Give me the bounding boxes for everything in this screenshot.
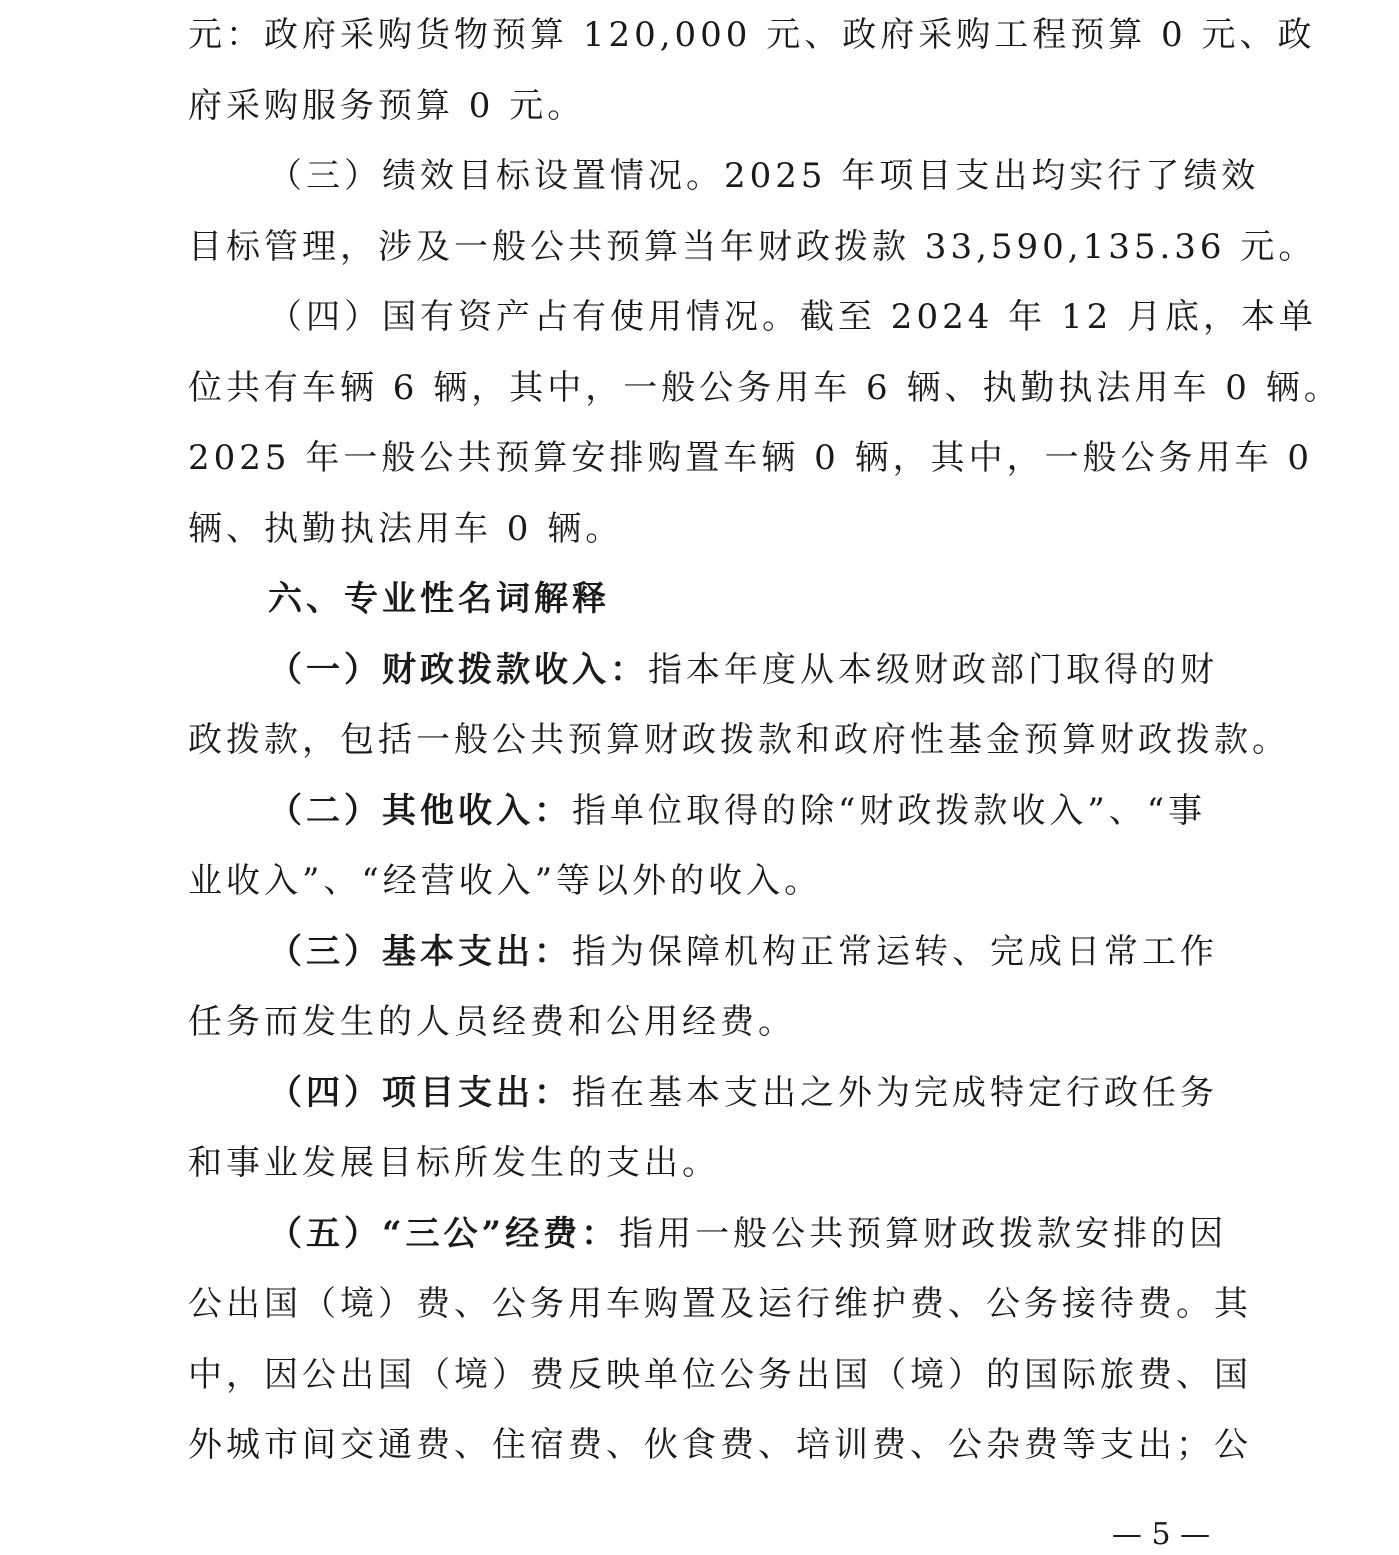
paragraph-line: 目标管理，涉及一般公共预算当年财政拨款 33,590,135.36 元。 <box>188 226 1317 267</box>
term-line: 和事业发展目标所发生的支出。 <box>188 1143 720 1183</box>
term-label: （四）项目支出： <box>268 1072 572 1113</box>
term-line: 公出国（境）费、公务用车购置及运行维护费、公务接待费。其 <box>188 1284 1252 1324</box>
term-label: （二）其他收入： <box>268 790 572 831</box>
term-definition: 指为保障机构正常运转、完成日常工作 <box>572 931 1218 972</box>
paragraph-line: 元：政府采购货物预算 120,000 元、政府采购工程预算 0 元、政 <box>188 15 1316 55</box>
subsection-label: （四）国有资产占有使用情况。 <box>268 297 800 337</box>
term-definition: 指在基本支出之外为完成特定行政任务 <box>572 1072 1218 1113</box>
term-definition: 指用一般公共预算财政拨款安排的因 <box>619 1213 1228 1254</box>
paragraph-line: 府采购服务预算 0 元。 <box>188 85 586 126</box>
page-number: — 5 — <box>1112 1517 1211 1552</box>
term-definition: 指本年度从本级财政部门取得的财 <box>648 649 1218 690</box>
term-line <box>188 917 1228 988</box>
paragraph-line <box>188 282 1318 353</box>
term-line: 外城市间交通费、住宿费、伙食费、培训费、公杂费等支出；公 <box>188 1425 1252 1465</box>
document-body <box>188 0 1342 1481</box>
section-heading: 六、专业性名词解释 <box>268 579 610 619</box>
term-line <box>188 1199 1228 1270</box>
paragraph-line <box>188 141 1260 212</box>
term-label: （五）“三公”经费： <box>268 1213 620 1254</box>
paragraph-line: 2025 年一般公共预算安排购置车辆 0 辆，其中，一般公务用车 0 <box>188 438 1314 478</box>
paragraph-text: 2025 年项目支出均实行了绩效 <box>724 156 1260 196</box>
term-line <box>188 635 1228 706</box>
term-line <box>188 776 1228 847</box>
term-line: 中，因公出国（境）费反映单位公务出国（境）的国际旅费、国 <box>188 1354 1252 1395</box>
term-line: 业收入”、“经营收入”等以外的收入。 <box>188 861 823 901</box>
term-line: 政拨款，包括一般公共预算财政拨款和政府性基金预算财政拨款。 <box>188 720 1290 760</box>
term-line: 任务而发生的人员经费和公用经费。 <box>188 1002 796 1042</box>
term-line <box>188 1058 1228 1129</box>
paragraph-text: 截至 2024 年 12 月底，本单 <box>800 297 1318 337</box>
paragraph-line: 位共有车辆 6 辆，其中，一般公务用车 6 辆、执勤执法用车 0 辆。 <box>188 367 1342 408</box>
subsection-label: （三）绩效目标设置情况。 <box>268 156 724 196</box>
term-label: （一）财政拨款收入： <box>268 649 648 690</box>
term-definition: 指单位取得的除“财政拨款收入”、“事 <box>572 790 1207 831</box>
paragraph-line: 辆、执勤执法用车 0 辆。 <box>188 508 624 549</box>
term-label: （三）基本支出： <box>268 931 572 972</box>
